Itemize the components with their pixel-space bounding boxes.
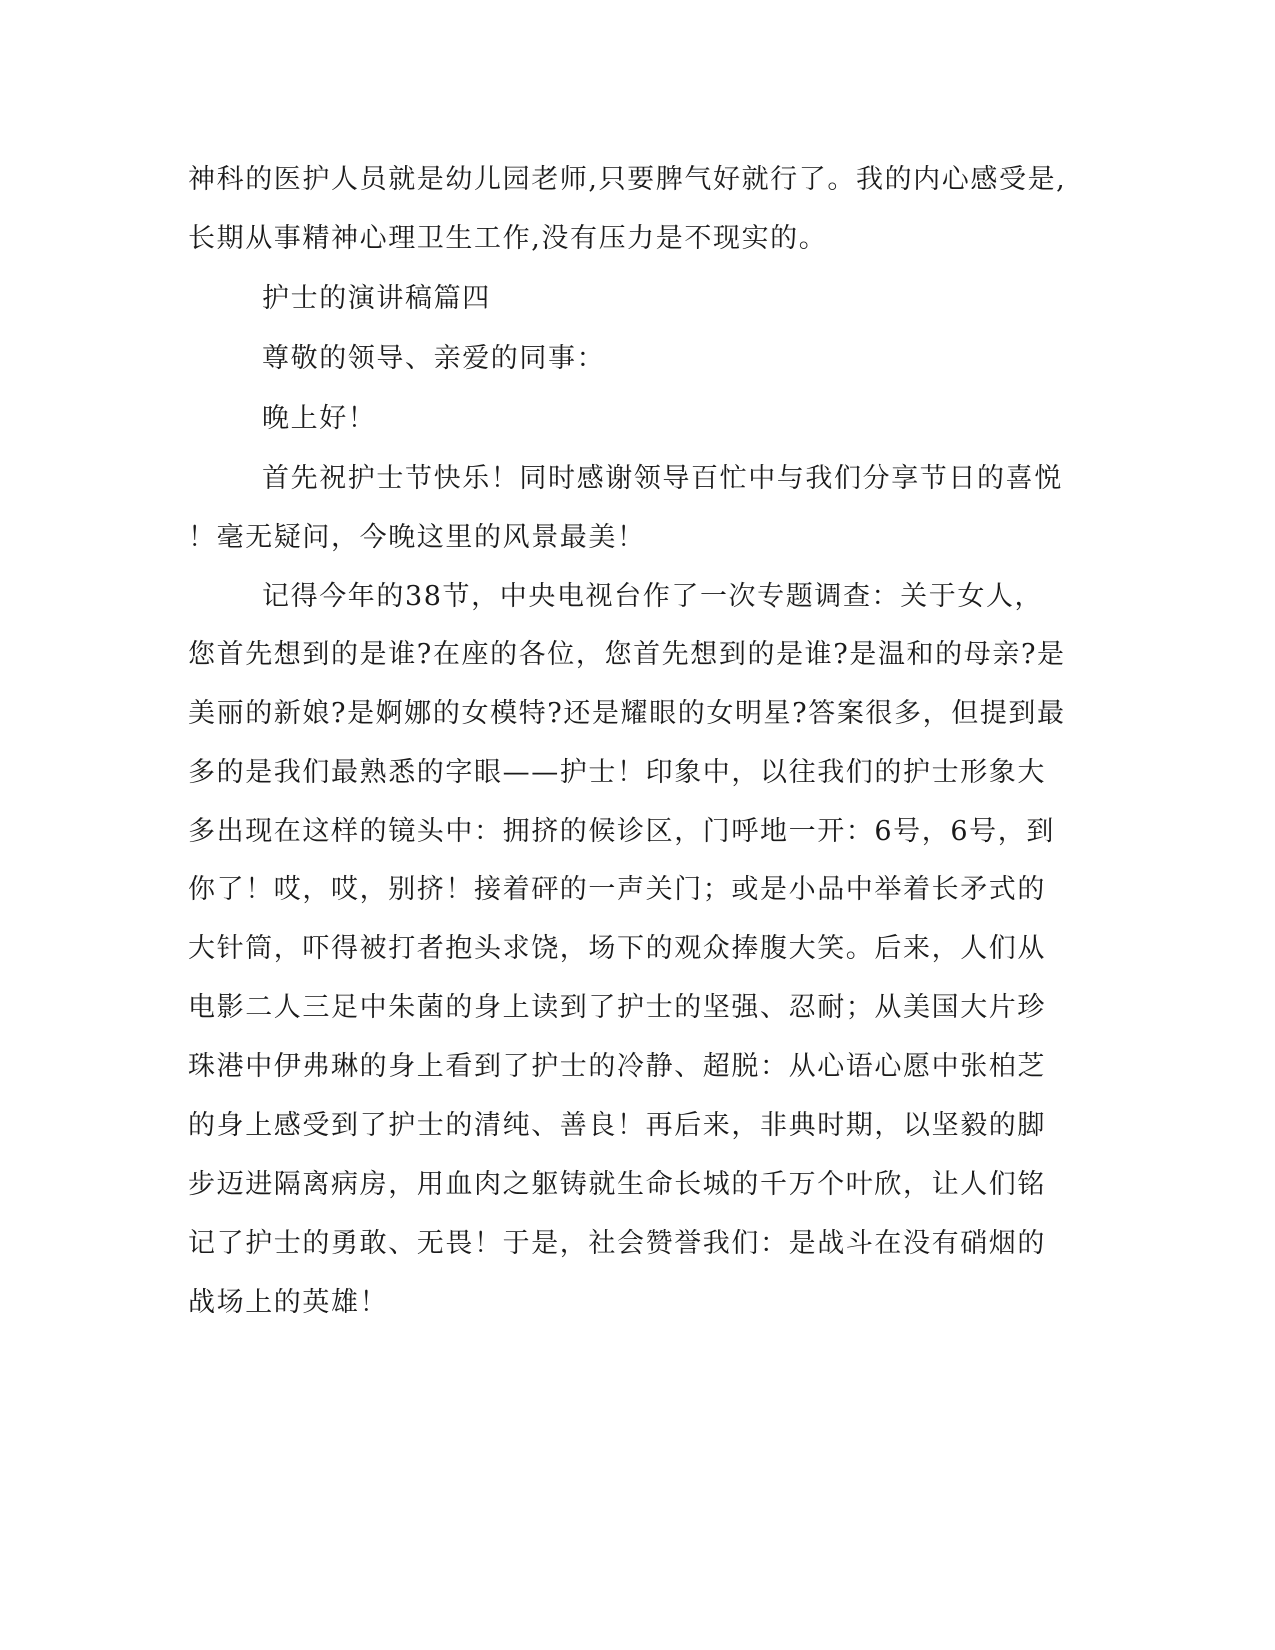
paragraph-2-line-11: 步迈进隔离病房，用血肉之躯铸就生命长城的千万个叶欣，让人们铭: [188, 1169, 1046, 1200]
paragraph-2-line-10: 的身上感受到了护士的清纯、善良！再后来，非典时期，以坚毅的脚: [188, 1110, 1046, 1141]
paragraph-1-line-1: 首先祝护士节快乐！同时感谢领导百忙中与我们分享节日的喜悦: [262, 463, 1063, 494]
greeting: 晚上好！: [262, 403, 377, 434]
paragraph-1-line-2: ！毫无疑问，今晚这里的风景最美！: [188, 522, 646, 553]
section-title: 护士的演讲稿篇四: [262, 283, 491, 314]
paragraph-2-line-5: 多出现在这样的镜头中：拥挤的候诊区，门呼地一开：6号，6号，到: [188, 816, 1055, 847]
paragraph-2-line-7: 大针筒，吓得被打者抱头求饶，场下的观众捧腹大笑。后来，人们从: [188, 933, 1046, 964]
paragraph-2-line-4: 多的是我们最熟悉的字眼——护士！印象中，以往我们的护士形象大: [188, 757, 1046, 788]
continuation-line-2: 长期从事精神心理卫生工作,没有压力是不现实的。: [188, 223, 828, 254]
continuation-line-1: 神科的医护人员就是幼儿园老师,只要脾气好就行了。我的内心感受是,: [188, 164, 1067, 195]
paragraph-2-line-8: 电影二人三足中朱菌的身上读到了护士的坚强、忍耐；从美国大片珍: [188, 992, 1046, 1023]
paragraph-2-line-12: 记了护士的勇敢、无畏！于是，社会赞誉我们：是战斗在没有硝烟的: [188, 1228, 1046, 1259]
paragraph-2-line-3: 美丽的新娘?是婀娜的女模特?还是耀眼的女明星?答案很多，但提到最: [188, 698, 1066, 729]
paragraph-2-line-2: 您首先想到的是谁?在座的各位，您首先想到的是谁?是温和的母亲?是: [188, 639, 1066, 670]
paragraph-2-line-13: 战场上的英雄！: [188, 1287, 389, 1318]
paragraph-2-line-9: 珠港中伊弗琳的身上看到了护士的冷静、超脱：从心语心愿中张柏芝: [188, 1051, 1046, 1082]
paragraph-2-line-1: 记得今年的38节，中央电视台作了一次专题调查：关于女人，: [262, 581, 1044, 612]
salutation: 尊敬的领导、亲爱的同事：: [262, 343, 606, 374]
paragraph-2-line-6: 你了！哎，哎，别挤！接着砰的一声关门；或是小品中举着长矛式的: [188, 874, 1046, 905]
